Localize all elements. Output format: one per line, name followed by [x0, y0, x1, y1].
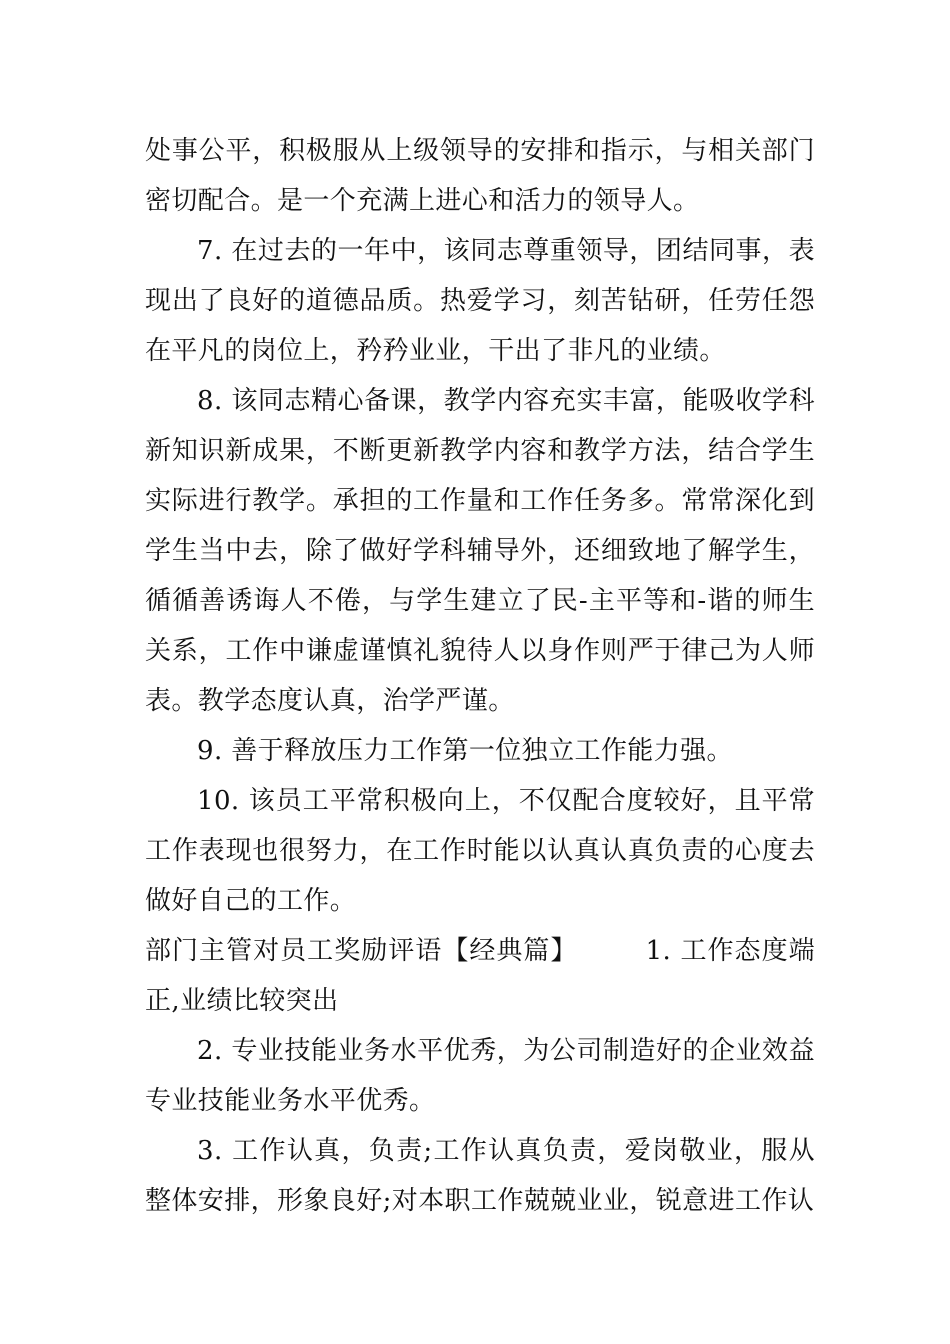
- paragraph-item-7: 7. 在过去的一年中，该同志尊重领导，团结同事，表现出了良好的道德品质。热爱学习，刻苦钻研，任劳任怨在平凡的岗位上，矜矜业业，干出了非凡的业绩。: [145, 236, 815, 366]
- paragraph-item-10: 10. 该员工平常积极向上，不仅配合度较好，且平常工作表现也很努力，在工作时能以认真认真负责的心度去做好自己的工作。: [145, 786, 815, 916]
- paragraph-item-9: 9. 善于释放压力工作第一位独立工作能力强。: [197, 736, 733, 766]
- paragraph-item-3: 3. 工作认真，负责;工作认真负责，爱岗敬业，服从整体安排，形象良好;对本职工作兢兢业业，锐意进工作认: [145, 1136, 815, 1216]
- paragraph-item-2: 2. 专业技能业务水平优秀，为公司制造好的企业效益专业技能业务水平优秀。: [145, 1036, 815, 1116]
- section-heading-with-item-1: 部门主管对员工奖励评语【经典篇】 1. 工作态度端正,业绩比较突出: [145, 936, 815, 1016]
- paragraph-continuation: 处事公平，积极服从上级领导的安排和指示，与相关部门密切配合。是一个充满上进心和活力的领导人。: [145, 136, 815, 216]
- document-body: [145, 126, 815, 1226]
- paragraph-item-8: 8. 该同志精心备课，教学内容充实丰富，能吸收学科新知识新成果，不断更新教学内容和教学方法，结合学生实际进行教学。承担的工作量和工作任务多。常常深化到学生当中去，除了做好学科辅导外，还细致地了解学生，循循善诱诲人不倦，与学生建立了民-主平等和-谐的师生关系，工作中谦虚谨慎礼貌待人以身作则严于律己为人师表。教学态度认真，治学严谨。: [145, 386, 815, 716]
